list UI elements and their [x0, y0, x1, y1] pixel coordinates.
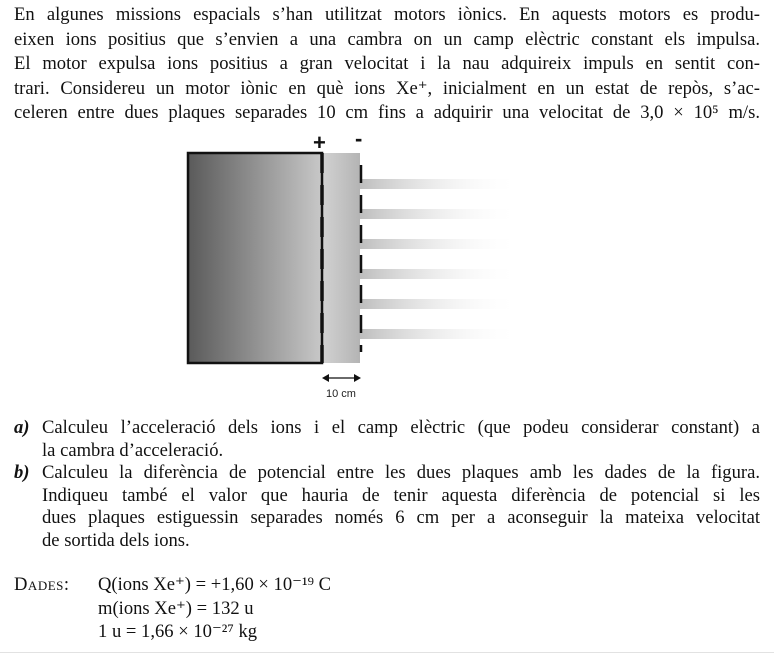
question-line: de sortida dels ions.: [42, 529, 190, 551]
ion-source-box: [188, 153, 322, 363]
question-line: dues plaques estiguessin separades només 6 cm per a aconseguir la mateixa velocitat: [42, 507, 760, 529]
question-label: b): [14, 462, 30, 484]
question-list: [14, 417, 760, 553]
intro-line: celeren entre dues plaques separades 10 cm fins a adquirir una velocitat de 3,0 × 10⁵ m/s.: [14, 102, 760, 124]
data-line-mass: m(ions Xe⁺) = 132 u: [98, 597, 254, 619]
question-line: la cambra d’acceleració.: [42, 439, 224, 461]
bottom-rule: [0, 652, 774, 653]
acceleration-chamber: [322, 153, 360, 363]
question-a: [14, 417, 760, 462]
data-lines: [98, 573, 331, 644]
dimension-label: 10 cm: [326, 388, 356, 400]
question-line: Indiqueu també el valor que hauria de tenir aquesta diferència de potencial si les: [42, 484, 760, 506]
intro-line: En algunes missions espacials s’han utilitzat motors iònics. En aquests motors es produ-: [14, 4, 760, 25]
intro-line: El motor expulsa ions positius a gran velocitat i la nau adquireix impuls en sentit con-: [14, 53, 760, 75]
ion-motor-diagram: [180, 128, 540, 408]
intro-line: eixen ions positius que s’envien a una cambra on un camp elèctric constant els impulsa.: [14, 28, 760, 50]
question-line: Calculeu l’acceleració dels ions i el camp elèctric (que podeu considerar constant) a: [42, 417, 760, 438]
question-b: [14, 462, 760, 552]
data-title: Dades:: [14, 574, 70, 595]
question-label: a): [14, 417, 30, 438]
ion-beams: [360, 179, 520, 339]
data-line-charge: Q(ions Xe⁺) = +1,60 × 10⁻¹⁹ C: [98, 574, 332, 595]
plus-sign: +: [313, 130, 326, 155]
dimension-arrow: [322, 374, 361, 382]
problem-statement: [14, 3, 760, 126]
minus-sign: -: [355, 128, 363, 151]
ion-motor-figure: [180, 128, 540, 408]
data-line-unit: 1 u = 1,66 × 10⁻²⁷ kg: [98, 621, 258, 642]
question-line: Calculeu la diferència de potencial entre les dues plaques amb les dades de la figura.: [42, 462, 760, 484]
intro-line: trari. Considereu un motor iònic en què ions Xe⁺, inicialment en un estat de repòs, s’ac-: [14, 77, 760, 99]
